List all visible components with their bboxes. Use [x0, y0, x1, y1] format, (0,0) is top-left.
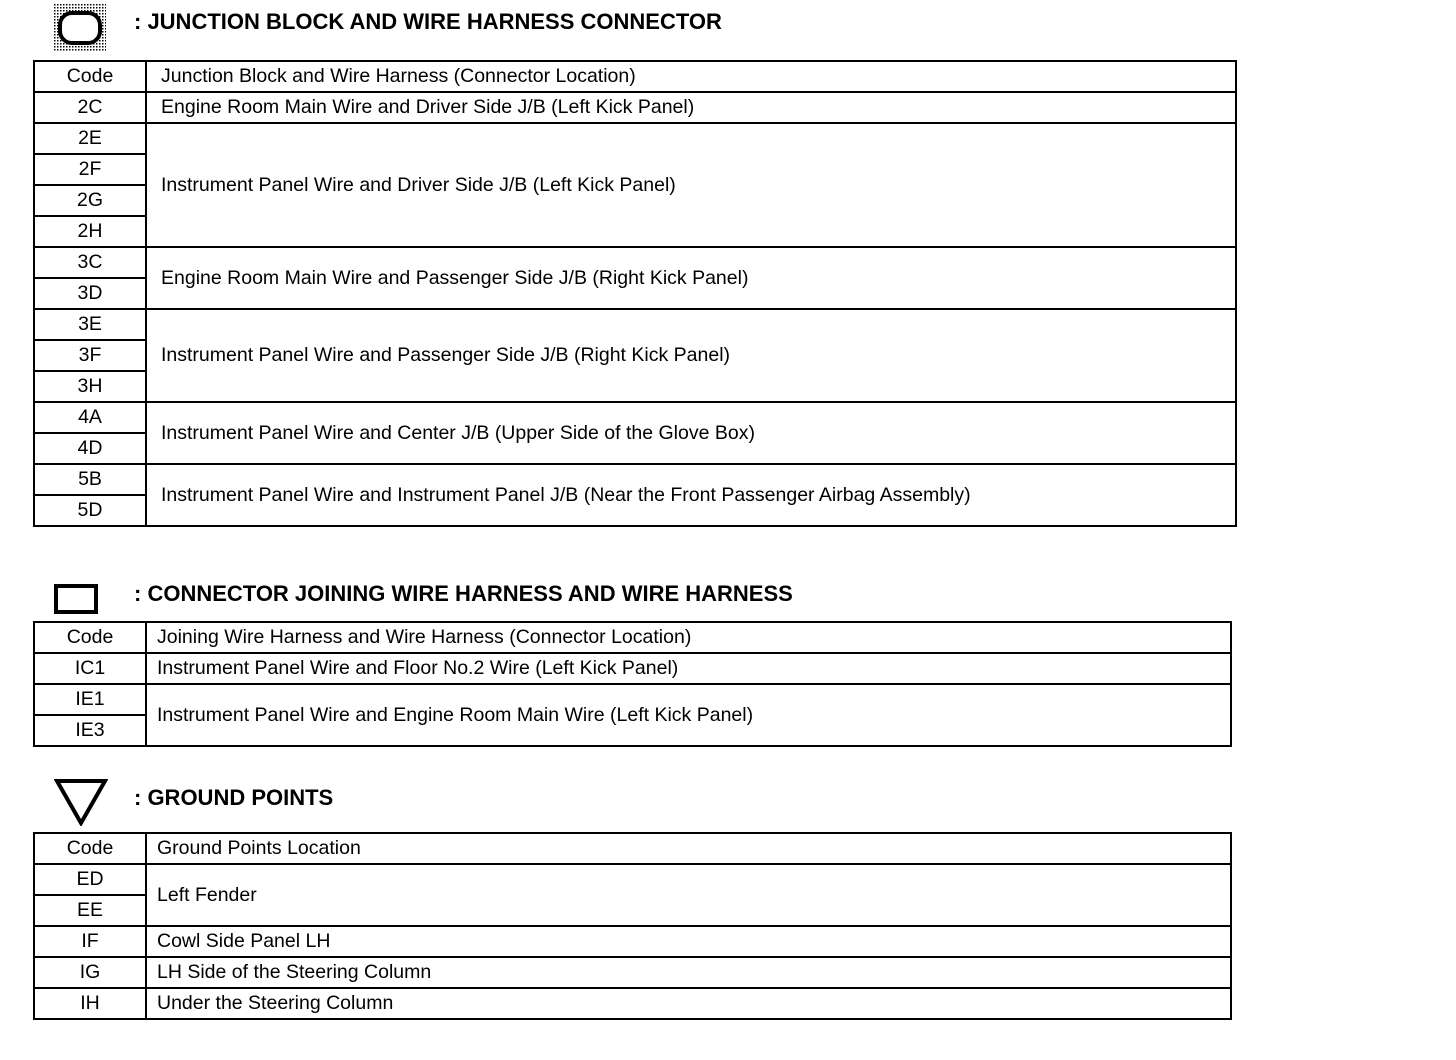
- table-header-row: [34, 622, 1231, 653]
- code-cell: 3E: [34, 309, 146, 340]
- code-cell: 2C: [34, 92, 146, 123]
- location-column-header: Joining Wire Harness and Wire Harness (Connector Location): [146, 622, 1231, 653]
- table-row: [34, 92, 1236, 123]
- location-cell: Under the Steering Column: [146, 988, 1231, 1019]
- table-row: [34, 464, 1236, 495]
- location-cell: Engine Room Main Wire and Passenger Side J/B (Right Kick Panel): [146, 247, 1236, 309]
- wire-harness-table: [33, 621, 1232, 747]
- code-cell: IE3: [34, 715, 146, 746]
- code-cell: 4A: [34, 402, 146, 433]
- location-cell: Instrument Panel Wire and Engine Room Main Wire (Left Kick Panel): [146, 684, 1231, 746]
- table-row: [34, 653, 1231, 684]
- location-cell: Instrument Panel Wire and Instrument Panel J/B (Near the Front Passenger Airbag Assembly): [146, 464, 1236, 526]
- code-cell: 2E: [34, 123, 146, 154]
- ground-points-table: [33, 832, 1232, 1020]
- code-column-header: Code: [34, 622, 146, 653]
- table-row: [34, 309, 1236, 340]
- ground-points-section-header: [0, 774, 1300, 824]
- table-row: [34, 957, 1231, 988]
- location-cell: Left Fender: [146, 864, 1231, 926]
- junction-block-section-header: [0, 0, 1300, 50]
- location-cell: Instrument Panel Wire and Floor No.2 Wire (Left Kick Panel): [146, 653, 1231, 684]
- code-cell: EE: [34, 895, 146, 926]
- code-cell: 2H: [34, 216, 146, 247]
- table-row: [34, 684, 1231, 715]
- location-cell: Instrument Panel Wire and Center J/B (Upper Side of the Glove Box): [146, 402, 1236, 464]
- code-cell: IH: [34, 988, 146, 1019]
- code-cell: 4D: [34, 433, 146, 464]
- code-cell: 3H: [34, 371, 146, 402]
- table-header-row: [34, 833, 1231, 864]
- location-cell: Cowl Side Panel LH: [146, 926, 1231, 957]
- junction-block-table: [33, 60, 1237, 527]
- code-cell: 3F: [34, 340, 146, 371]
- location-cell: Instrument Panel Wire and Passenger Side J/B (Right Kick Panel): [146, 309, 1236, 402]
- location-column-header: Ground Points Location: [146, 833, 1231, 864]
- table-row: [34, 988, 1231, 1019]
- location-column-header: Junction Block and Wire Harness (Connector Location): [146, 61, 1236, 92]
- code-cell: 5B: [34, 464, 146, 495]
- ground-points-section-title: : GROUND POINTS: [134, 785, 334, 810]
- rectangle-connector-icon: [54, 584, 98, 614]
- table-row: [34, 123, 1236, 154]
- wire-harness-section-header: [0, 576, 1300, 626]
- junction-block-section-title: : JUNCTION BLOCK AND WIRE HARNESS CONNECTOR: [134, 9, 722, 34]
- code-column-header: Code: [34, 61, 146, 92]
- code-cell: IE1: [34, 684, 146, 715]
- location-cell: Instrument Panel Wire and Driver Side J/B (Left Kick Panel): [146, 123, 1236, 247]
- table-header-row: [34, 61, 1236, 92]
- inverted-triangle-ground-icon: [54, 778, 108, 826]
- table-row: [34, 247, 1236, 278]
- code-cell: 3D: [34, 278, 146, 309]
- code-cell: ED: [34, 864, 146, 895]
- hatched-rounded-rectangle-icon: [54, 4, 106, 52]
- location-cell: LH Side of the Steering Column: [146, 957, 1231, 988]
- table-row: [34, 402, 1236, 433]
- table-row: [34, 926, 1231, 957]
- code-cell: 3C: [34, 247, 146, 278]
- code-cell: 5D: [34, 495, 146, 526]
- code-cell: IG: [34, 957, 146, 988]
- table-row: [34, 864, 1231, 895]
- code-cell: IC1: [34, 653, 146, 684]
- code-cell: 2F: [34, 154, 146, 185]
- code-cell: 2G: [34, 185, 146, 216]
- code-cell: IF: [34, 926, 146, 957]
- code-column-header: Code: [34, 833, 146, 864]
- wire-harness-section-title: : CONNECTOR JOINING WIRE HARNESS AND WIRE HARNESS: [134, 581, 793, 606]
- location-cell: Engine Room Main Wire and Driver Side J/B (Left Kick Panel): [146, 92, 1236, 123]
